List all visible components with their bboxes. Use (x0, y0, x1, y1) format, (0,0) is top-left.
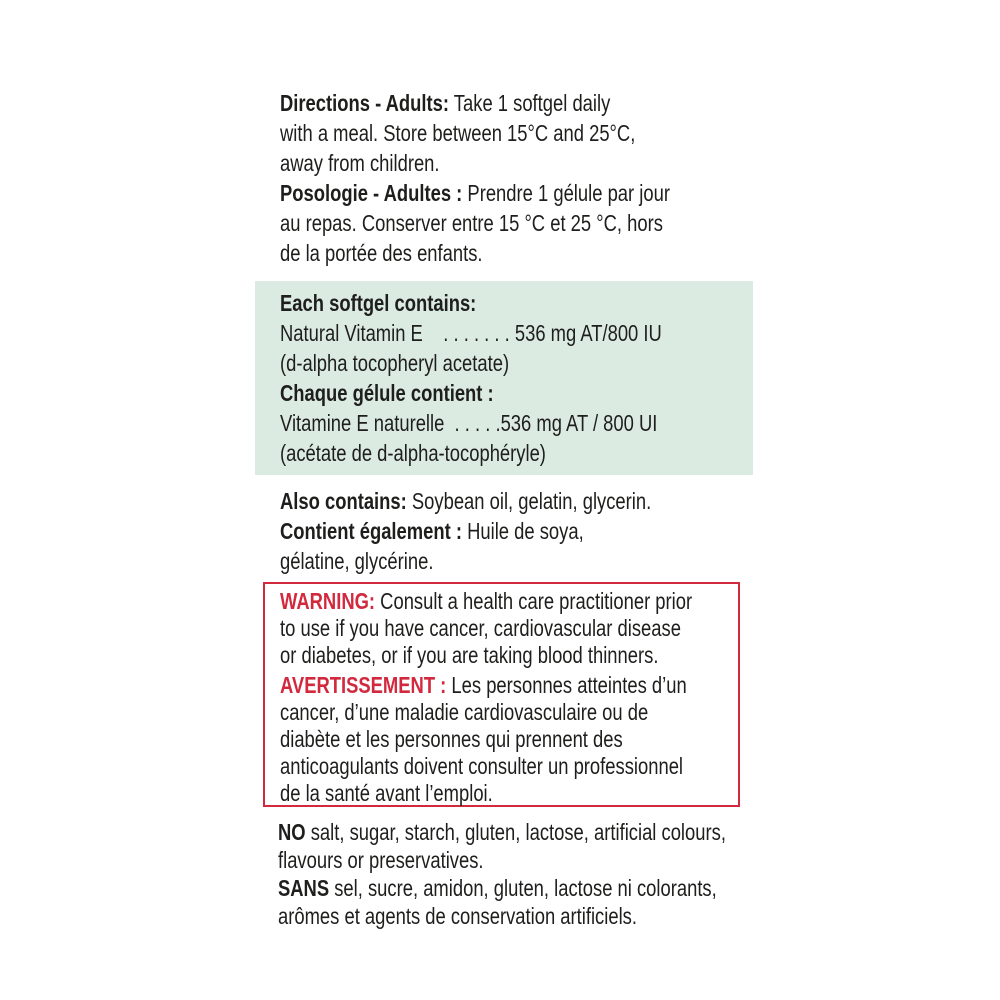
vitamin-e-row-en: Natural Vitamin E . . . . . . . 536 mg AT/800 IU (280, 320, 662, 346)
text-line: flavours or preservatives. (278, 847, 484, 873)
text-line: NO salt, sugar, starch, gluten, lactose, artificial colours, (278, 819, 726, 845)
text-line: (d-alpha tocopheryl acetate) (280, 350, 510, 376)
directions-en-text: Take 1 softgel daily (449, 90, 611, 116)
text-line: WARNING: Consult a health care practitioner prior (280, 588, 693, 614)
text-line: (acétate de d-alpha-tocophéryle) (280, 440, 546, 466)
text-line (280, 178, 670, 208)
directions-fr-text: Prendre 1 gélule par jour (462, 180, 670, 206)
also-contains-fr-label: Contient également : (280, 518, 462, 544)
text-line (280, 318, 662, 348)
directions-fr-label: Posologie - Adultes : (280, 180, 463, 206)
text-line: gélatine, glycérine. (280, 548, 434, 574)
text-line: SANS sel, sucre, amidon, gluten, lactose ni colorants, (278, 875, 717, 901)
text-line: diabète et les personnes qui prennent des (280, 726, 623, 752)
no-label: NO (278, 819, 306, 845)
warning-fr-label: AVERTISSEMENT : (280, 672, 447, 698)
text-line: de la portée des enfants. (280, 240, 483, 266)
text-line (280, 378, 658, 408)
warning-box (263, 582, 740, 807)
free-of-block (278, 818, 838, 930)
text-line: au repas. Conserver entre 15 °C et 25 °C, hors (280, 210, 663, 236)
directions-en-label: Directions - Adults: (280, 90, 450, 116)
warning-en-label: WARNING: (280, 588, 376, 614)
text-line: with a meal. Store between 15°C and 25°C, (280, 120, 636, 146)
text-line: de la santé avant l’emploi. (280, 780, 493, 806)
ingredients-fr-heading: Chaque gélule contient : (280, 380, 494, 406)
text-line: arômes et agents de conservation artificiels. (278, 903, 637, 929)
text-line (280, 408, 658, 438)
text-line: Contient également : Huile de soya, (280, 518, 584, 544)
text-line (280, 88, 670, 118)
also-contains-en-label: Also contains: (280, 488, 407, 514)
text-line: Also contains: Soybean oil, gelatin, glycerin. (280, 488, 652, 514)
text-line: or diabetes, or if you are taking blood thinners. (280, 642, 659, 668)
text-line: away from children. (280, 150, 440, 176)
vitamin-e-row-fr: Vitamine E naturelle . . . . .536 mg AT / 800 UI (280, 410, 658, 436)
text-line: AVERTISSEMENT : Les personnes atteintes d’un (280, 672, 687, 698)
ingredients-en-heading: Each softgel contains: (280, 290, 477, 316)
text-line: to use if you have cancer, cardiovascular disease (280, 615, 681, 641)
sans-label: SANS (278, 875, 330, 901)
ingredients-panel (255, 281, 753, 475)
text-line: anticoagulants doivent consulter un professionnel (280, 753, 684, 779)
text-line (280, 288, 658, 318)
other-ingredients-block (280, 486, 744, 576)
directions-block (280, 88, 767, 268)
text-line: cancer, d’une maladie cardiovasculaire ou de (280, 699, 649, 725)
